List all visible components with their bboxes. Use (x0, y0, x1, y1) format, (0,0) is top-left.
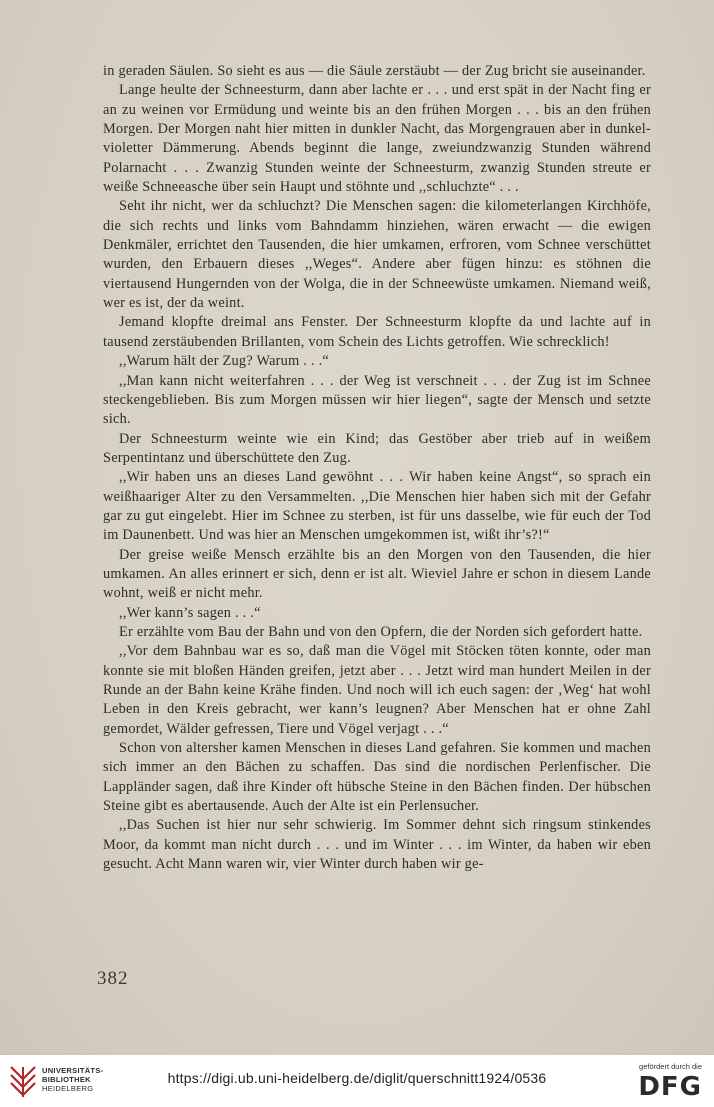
paragraph: Jemand klopfte dreimal ans Fenster. Der Schneesturm klopfte da und lachte auf in tausend zerstäubenden Brillanten, vom Schein des Lichts getroffen. Wie schrecklich! (103, 314, 651, 350)
page-number: 382 (97, 968, 129, 989)
dfg-logo[interactable]: DFG (638, 1072, 702, 1102)
paragraph: Schon von altersher kamen Menschen in dieses Land gefahren. Sie kommen und machen sich immer an den Bächen zu schaffen. Das sind die nordischen Perlenfischer. Die Lappländer sagen, daß ihre Kinder oft hübsche Steine in den Bächen finden. Der hübschen Steine gibt es abertausende. Auch der Alte ist ein Perlensucher. (103, 740, 651, 815)
paragraph: ,,Man kann nicht weiterfahren . . . der Weg ist verschneit . . . der Zug ist im Schnee steckengeblieben. Bis zum Morgen müssen wir hier liegen“, sagte der Mensch und setzte sich. (103, 372, 651, 428)
library-city: HEIDELBERG (42, 1084, 94, 1093)
body-text (103, 62, 651, 874)
paragraph: in geraden Säulen. So sieht es aus — die Säule zerstäubt — der Zug bricht sie auseinander. (103, 63, 646, 79)
viewer-footer (0, 1055, 714, 1107)
paragraph: ,,Wir haben uns an dieses Land gewöhnt . . . Wir haben keine Angst“, so sprach ein weißhaariger Alter zu den Versammelten. ,,Die Menschen hier haben sich mit der Gefahr gar zu gut eingelebt. Hier im Schnee zu sterben, ist für uns dasselbe, wie für euch der Tod im Daunenbett. Und was hier an Menschen umgekommen ist, wißt ihr’s?!“ (103, 469, 651, 544)
paragraph: Der Schneesturm weinte wie ein Kind; das Gestöber aber trieb auf in weißem Serpentintanz und überschüttete den Zug. (103, 430, 651, 466)
paragraph: Lange heulte der Schneesturm, dann aber lachte er . . . und erst spät in der Nacht fing er an zu weinen vor Ermüdung und weinte bis an den frühen Morgen . . . bis an den frühen Morgen. Der Morgen naht hier mitten in dunkler Nacht, das Morgengrauen aber in dunkel-violetter Dämmerung. Abends beginnt die lange, zweiundzwanzig Stunden während Polarnacht . . . Zwanzig Stunden weinte der Schneesturm, zwanzig Stunden streute er weiße Schneeasche über sein Haupt und stöhnte und ,,schluchzte“ . . . (103, 82, 651, 196)
paragraph: ,,Wer kann’s sagen . . .“ (119, 604, 261, 621)
funding-caption: gefördert durch die (639, 1062, 702, 1071)
paragraph: Der greise weiße Mensch erzählte bis an den Morgen von den Tausenden, die hier umkamen. An alles erinnert er sich, denn er ist alt. Wieviel Jahre er schon in diesem Lande wohnt, weiß er nicht mehr. (103, 546, 651, 602)
paragraph: ,,Vor dem Bahnbau war es so, daß man die Vögel mit Stöcken töten konnte, oder man konnte sie mit bloßen Händen greifen, jetzt aber . . . Jetzt wird man hundert Meilen in der Runde an der Bahn keine Krähe finden. Und noch will ich euch sagen: der ‚Weg‘ hat wohl Leben in den Kreis gebracht, wer kann’s leugnen? Aber Menschen hat er ohne Zahl gemordet, Wälder gefressen, Tiere und Vögel verjagt . . .“ (103, 643, 651, 737)
paragraph: ,,Warum hält der Zug? Warum . . .“ (119, 353, 329, 370)
library-name-text: UNIVERSITÄTS- BIBLIOTHEK (42, 1066, 104, 1084)
paragraph: Er erzählte vom Bau der Bahn und von den Opfern, die der Norden sich gefordert hatte. (119, 623, 643, 640)
paragraph: Seht ihr nicht, wer da schluchzt? Die Menschen sagen: die kilometerlangen Kirchhöfe, die sich rechts und links vom Bahndamm hinziehen, wären erwacht — die ewigen Denkmäler, errichtet den Tausenden, die hier umkamen, erfroren, vom Schnee verschüttet wurden, den Erbauern dieses ,,Weges“. Andere aber fügen hinzu: es stöhnen die viertausend Hungernden von der Wolga, die in der Schneewüste umkamen. Niemand weiß, wer es ist, der da weint. (103, 198, 651, 312)
page-url-link[interactable]: https://digi.ub.uni-heidelberg.de/diglit/querschnitt1924/0536 (167, 1070, 547, 1086)
paragraph: ,,Das Suchen ist hier nur sehr schwierig. Im Sommer dehnt sich ringsum stinkendes Moor, da kommt man nicht durch . . . und im Winter . . . im Winter, da haben wir eben gesucht. Acht Mann waren wir, vier Winter durch haben wir ge- (103, 817, 651, 873)
